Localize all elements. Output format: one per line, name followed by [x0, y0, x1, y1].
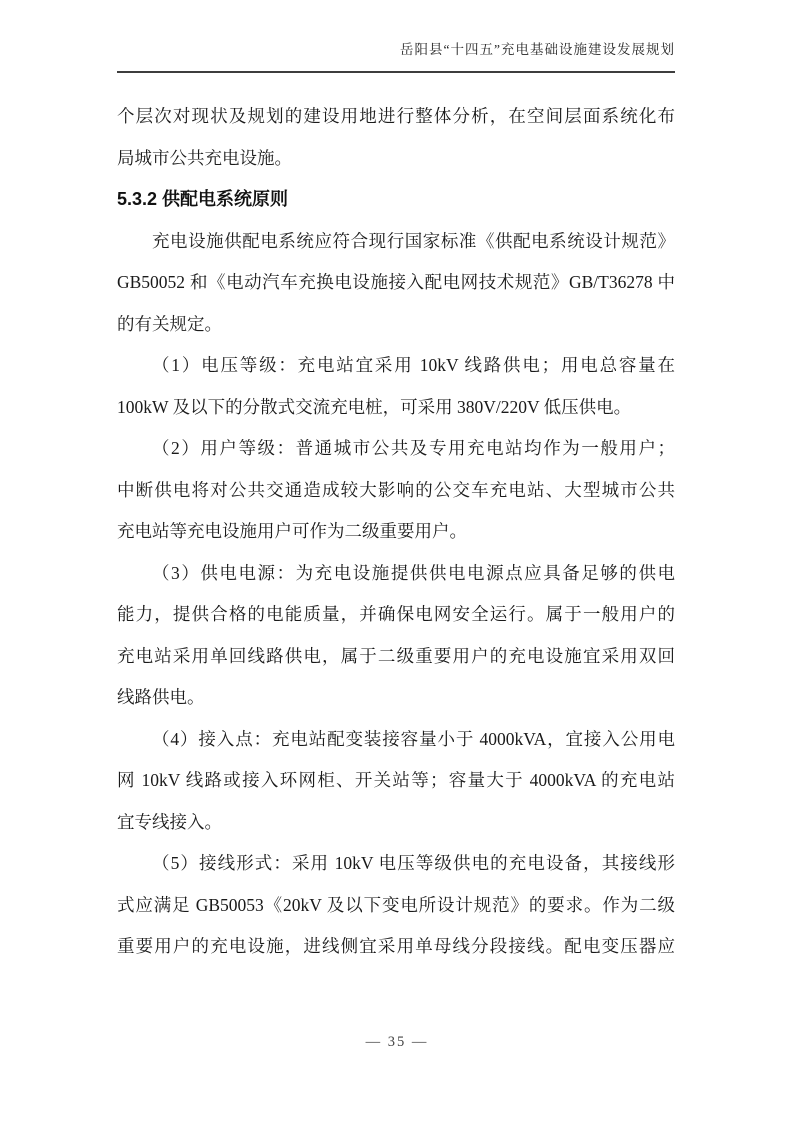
- text-line: 充电设施供配电系统应符合现行国家标准《供配电系统设计规范》: [152, 230, 675, 251]
- text-line: 充电站采用单回线路供电，属于二级重要用户的充电设施宜采用双回: [117, 645, 675, 666]
- text-line: 个层次对现状及规划的建设用地进行整体分析，在空间层面系统化布: [117, 106, 675, 126]
- text-line: 宜专线接入。: [117, 811, 222, 832]
- text-line: （4）接入点：充电站配变装接容量小于 4000kVA，宜接入公用电: [152, 728, 675, 749]
- text-line: 线路供电。: [117, 687, 205, 707]
- paragraph: [117, 96, 675, 179]
- document-body: [117, 96, 675, 968]
- section-heading: 5.3.2 供配电系统原则: [117, 189, 289, 209]
- text-line: 局城市公共充电设施。: [117, 147, 292, 168]
- page-number: — 35 —: [365, 1034, 429, 1050]
- text-line: 能力，提供合格的电能质量，并确保电网安全运行。属于一般用户的: [117, 604, 675, 624]
- text-line: （1）电压等级：充电站宜采用 10kV 线路供电；用电总容量在: [152, 355, 675, 375]
- text-line: GB50052 和《电动汽车充换电设施接入配电网技术规范》GB/T36278 中: [117, 272, 675, 292]
- text-line: 重要用户的充电设施，进线侧宜采用单母线分段接线。配电变压器应: [117, 936, 675, 956]
- paragraph: [117, 221, 675, 346]
- text-line: （2）用户等级：普通城市公共及专用充电站均作为一般用户；: [152, 438, 675, 458]
- text-line: 式应满足 GB50053《20kV 及以下变电所设计规范》的要求。作为二级: [117, 894, 675, 915]
- text-line: 充电站等充电设施用户可作为二级重要用户。: [117, 521, 467, 541]
- text-line: （5）接线形式：采用 10kV 电压等级供电的充电设备，其接线形: [152, 853, 675, 873]
- paragraph: [117, 553, 675, 719]
- page-header: [117, 42, 675, 73]
- text-line: 的有关规定。: [117, 313, 222, 334]
- text-line: 100kW 及以下的分散式交流充电桩，可采用 380V/220V 低压供电。: [117, 396, 632, 417]
- paragraph: [117, 843, 675, 968]
- page-footer: [0, 1032, 794, 1052]
- text-line: （3）供电电源：为充电设施提供供电电源点应具备足够的供电: [152, 562, 675, 583]
- header-title: 岳阳县“十四五”充电基础设施建设发展规划: [400, 42, 675, 57]
- paragraph: [117, 719, 675, 844]
- paragraph: [117, 345, 675, 428]
- text-line: 网 10kV 线路或接入环网柜、开关站等；容量大于 4000kVA 的充电站: [117, 770, 675, 790]
- text-line: 中断供电将对公共交通造成较大影响的公交车充电站、大型城市公共: [117, 479, 675, 500]
- paragraph: [117, 428, 675, 553]
